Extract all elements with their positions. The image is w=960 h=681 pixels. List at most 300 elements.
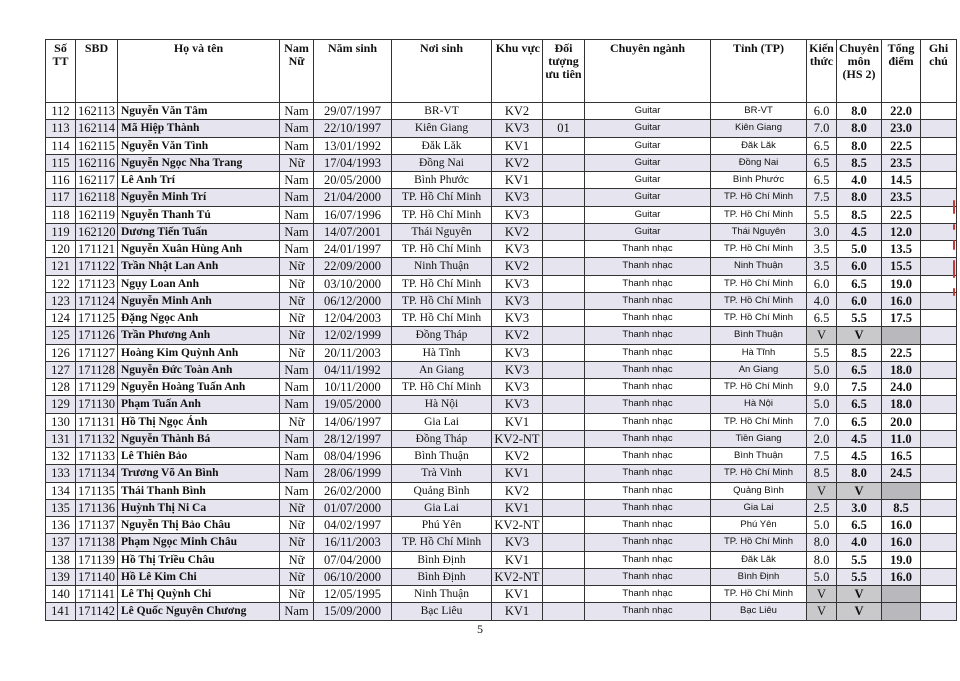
cell-total: 13.5 [882,241,921,258]
cell-priority [543,379,585,396]
cell-specialty: V [837,586,882,603]
cell-name: Lê Quốc Nguyên Chương [118,603,280,620]
header-total: Tổng điểm [882,40,921,103]
cell-priority [543,551,585,568]
cell-sbd: 171141 [76,586,118,603]
cell-sbd: 171123 [76,275,118,292]
table-row [46,534,957,551]
cell-name: Lê Anh Trí [118,172,280,189]
cell-stt: 122 [46,275,76,292]
cell-knowledge: 5.5 [807,344,837,361]
cell-knowledge: 5.0 [807,396,837,413]
cell-dob: 16/11/2003 [314,534,392,551]
cell-knowledge: V [807,327,837,344]
cell-sex: Nam [280,396,314,413]
cell-name: Lê Thiên Bảo [118,448,280,465]
cell-name: Hồ Thị Triều Châu [118,551,280,568]
cell-stt: 131 [46,430,76,447]
cell-major: Thanh nhạc [585,327,711,344]
cell-province: TP. Hồ Chí Minh [711,189,807,206]
cell-dob: 01/07/2000 [314,499,392,516]
cell-sbd: 171139 [76,551,118,568]
cell-sex: Nam [280,206,314,223]
cell-name: Dương Tiến Tuấn [118,223,280,240]
cell-note [921,551,957,568]
cell-dob: 03/10/2000 [314,275,392,292]
cell-specialty: 6.5 [837,396,882,413]
cell-total: 18.0 [882,396,921,413]
cell-province: Bình Thuận [711,448,807,465]
cell-total: 16.0 [882,292,921,309]
cell-province: Phú Yên [711,517,807,534]
cell-priority: 01 [543,120,585,137]
cell-knowledge: 6.5 [807,137,837,154]
cell-dob: 12/04/2003 [314,310,392,327]
cell-sex: Nam [280,241,314,258]
cell-sex: Nam [280,379,314,396]
cell-province: TP. Hồ Chí Minh [711,292,807,309]
cell-region: KV2 [492,154,543,171]
cell-dob: 16/07/1996 [314,206,392,223]
cell-specialty: 4.5 [837,448,882,465]
cell-province: TP. Hồ Chí Minh [711,310,807,327]
cell-knowledge: 8.0 [807,551,837,568]
cell-sex: Nam [280,430,314,447]
cell-specialty: 5.5 [837,310,882,327]
cell-sex: Nữ [280,586,314,603]
cell-dob: 13/01/1992 [314,137,392,154]
cell-birthplace: TP. Hồ Chí Minh [392,206,492,223]
cell-total: 8.5 [882,499,921,516]
cell-region: KV2-NT [492,430,543,447]
cell-birthplace: Gia Lai [392,413,492,430]
cell-sex: Nam [280,103,314,120]
cell-province: BR-VT [711,103,807,120]
cell-knowledge: 5.5 [807,206,837,223]
header-note: Ghi chú [921,40,957,103]
cell-dob: 22/09/2000 [314,258,392,275]
cell-specialty: 6.5 [837,275,882,292]
cell-knowledge: 3.5 [807,241,837,258]
cell-stt: 134 [46,482,76,499]
cell-total: 23.5 [882,154,921,171]
cell-sbd: 171128 [76,361,118,378]
cell-region: KV1 [492,172,543,189]
cell-sex: Nam [280,465,314,482]
cell-total [882,603,921,620]
cell-sbd: 171124 [76,292,118,309]
cell-birthplace: TP. Hồ Chí Minh [392,292,492,309]
cell-priority [543,172,585,189]
cell-birthplace: Đăk Lăk [392,137,492,154]
cell-region: KV2-NT [492,568,543,585]
cell-priority [543,448,585,465]
cell-name: Nguyễn Minh Anh [118,292,280,309]
cell-stt: 116 [46,172,76,189]
cell-knowledge: 6.5 [807,310,837,327]
cell-sbd: 162115 [76,137,118,154]
cell-knowledge: 6.0 [807,103,837,120]
cell-birthplace: TP. Hồ Chí Minh [392,379,492,396]
cell-priority [543,223,585,240]
cell-region: KV2-NT [492,517,543,534]
cell-province: Bình Thuận [711,327,807,344]
cell-sbd: 171135 [76,482,118,499]
cell-name: Đặng Ngọc Anh [118,310,280,327]
cell-sex: Nam [280,223,314,240]
cell-stt: 119 [46,223,76,240]
cell-name: Lê Thị Quỳnh Chi [118,586,280,603]
cell-stt: 137 [46,534,76,551]
cell-note [921,361,957,378]
cell-priority [543,534,585,551]
cell-province: Quảng Bình [711,482,807,499]
cell-province: Bình Phước [711,172,807,189]
cell-region: KV3 [492,275,543,292]
cell-dob: 08/04/1996 [314,448,392,465]
cell-province: Thái Nguyên [711,223,807,240]
cell-dob: 28/12/1997 [314,430,392,447]
cell-stt: 124 [46,310,76,327]
cell-stt: 138 [46,551,76,568]
cell-total: 15.5 [882,258,921,275]
cell-major: Thanh nhạc [585,258,711,275]
cell-name: Trần Phương Anh [118,327,280,344]
cell-total [882,327,921,344]
cell-name: Hoàng Kim Quỳnh Anh [118,344,280,361]
cell-major: Thanh nhạc [585,413,711,430]
cell-province: Bạc Liêu [711,603,807,620]
cell-dob: 29/07/1997 [314,103,392,120]
cell-knowledge: 6.0 [807,275,837,292]
cell-sbd: 162118 [76,189,118,206]
cell-total [882,586,921,603]
cell-name: Nguyễn Văn Tâm [118,103,280,120]
cell-sbd: 162114 [76,120,118,137]
cell-sbd: 171132 [76,430,118,447]
cell-region: KV3 [492,534,543,551]
cell-province: Đồng Nai [711,154,807,171]
cell-dob: 17/04/1993 [314,154,392,171]
cell-birthplace: Đồng Tháp [392,327,492,344]
table-row [46,120,957,137]
cell-knowledge: 2.5 [807,499,837,516]
cell-specialty: 6.0 [837,258,882,275]
cell-region: KV3 [492,379,543,396]
cell-birthplace: Đồng Tháp [392,430,492,447]
table-header [46,40,957,103]
cell-major: Thanh nhạc [585,603,711,620]
cell-dob: 10/11/2000 [314,379,392,396]
cell-region: KV2 [492,103,543,120]
cell-stt: 112 [46,103,76,120]
cell-priority [543,103,585,120]
cell-total: 16.0 [882,568,921,585]
cell-specialty: 5.0 [837,241,882,258]
cell-major: Thanh nhạc [585,482,711,499]
cell-knowledge: 3.0 [807,223,837,240]
cell-dob: 06/10/2000 [314,568,392,585]
cell-sex: Nữ [280,154,314,171]
cell-priority [543,430,585,447]
cell-dob: 06/12/2000 [314,292,392,309]
header-region: Khu vực [492,40,543,103]
cell-province: Gia Lai [711,499,807,516]
cell-province: TP. Hồ Chí Minh [711,586,807,603]
cell-dob: 07/04/2000 [314,551,392,568]
cell-region: KV2 [492,223,543,240]
cell-note [921,586,957,603]
table-row [46,275,957,292]
cell-major: Thanh nhạc [585,517,711,534]
header-specialty: Chuyên môn (HS 2) [837,40,882,103]
cell-sbd: 162120 [76,223,118,240]
cell-province: Bình Định [711,568,807,585]
cell-priority [543,206,585,223]
cell-birthplace: Gia Lai [392,499,492,516]
cell-birthplace: BR-VT [392,103,492,120]
cell-name: Nguyễn Ngọc Nha Trang [118,154,280,171]
cell-region: KV1 [492,586,543,603]
cell-stt: 128 [46,379,76,396]
cell-name: Hồ Lê Kim Chi [118,568,280,585]
cell-sbd: 171121 [76,241,118,258]
cell-sex: Nữ [280,258,314,275]
cell-name: Nguyễn Thị Bảo Châu [118,517,280,534]
cell-major: Thanh nhạc [585,448,711,465]
cell-knowledge: 9.0 [807,379,837,396]
cell-stt: 133 [46,465,76,482]
cell-total: 16.0 [882,517,921,534]
table-row [46,379,957,396]
cell-note [921,465,957,482]
cell-birthplace: Bình Phước [392,172,492,189]
cell-note [921,603,957,620]
cell-total [882,482,921,499]
cell-sex: Nữ [280,534,314,551]
cell-sbd: 171130 [76,396,118,413]
cell-name: Nguyễn Xuân Hùng Anh [118,241,280,258]
cell-region: KV2 [492,258,543,275]
cell-priority [543,499,585,516]
cell-province: Kiên Giang [711,120,807,137]
cell-total: 20.0 [882,413,921,430]
cell-sbd: 171131 [76,413,118,430]
cell-specialty: 8.0 [837,189,882,206]
cell-sbd: 171138 [76,534,118,551]
cell-birthplace: TP. Hồ Chí Minh [392,241,492,258]
cell-priority [543,586,585,603]
cell-name: Thái Thanh Bình [118,482,280,499]
cell-specialty: 6.0 [837,292,882,309]
cell-dob: 20/11/2003 [314,344,392,361]
cell-knowledge: V [807,482,837,499]
cell-total: 22.0 [882,103,921,120]
cell-knowledge: V [807,586,837,603]
cell-province: TP. Hồ Chí Minh [711,206,807,223]
cell-priority [543,137,585,154]
cell-stt: 123 [46,292,76,309]
table-row [46,292,957,309]
cell-province: TP. Hồ Chí Minh [711,241,807,258]
cell-specialty: 8.5 [837,154,882,171]
cell-note [921,379,957,396]
cell-province: Tiền Giang [711,430,807,447]
cell-priority [543,241,585,258]
cell-knowledge: 7.5 [807,448,837,465]
header-province: Tỉnh (TP) [711,40,807,103]
cell-knowledge: 8.0 [807,534,837,551]
cell-region: KV1 [492,603,543,620]
cell-knowledge: 6.5 [807,172,837,189]
table-row [46,206,957,223]
cell-name: Trương Võ An Bình [118,465,280,482]
cell-region: KV2 [492,327,543,344]
cell-name: Huỳnh Thị Ni Ca [118,499,280,516]
cell-note [921,120,957,137]
header-dob: Năm sinh [314,40,392,103]
cell-note [921,499,957,516]
cell-priority [543,258,585,275]
cell-note [921,448,957,465]
cell-stt: 130 [46,413,76,430]
cell-dob: 14/06/1997 [314,413,392,430]
cell-sbd: 162117 [76,172,118,189]
cell-note [921,482,957,499]
cell-stt: 117 [46,189,76,206]
cell-name: Nguyễn Thành Bá [118,430,280,447]
cell-specialty: 6.5 [837,413,882,430]
cell-knowledge: 7.0 [807,413,837,430]
cell-sbd: 171126 [76,327,118,344]
cell-priority [543,361,585,378]
cell-sbd: 162119 [76,206,118,223]
cell-major: Guitar [585,137,711,154]
cell-priority [543,568,585,585]
cell-stt: 136 [46,517,76,534]
page-number: 5 [477,622,483,636]
cell-stt: 126 [46,344,76,361]
table-row [46,603,957,620]
cell-region: KV1 [492,465,543,482]
cell-major: Guitar [585,172,711,189]
cell-knowledge: 5.0 [807,361,837,378]
cell-birthplace: Hà Tĩnh [392,344,492,361]
cell-sbd: 171136 [76,499,118,516]
cell-total: 18.0 [882,361,921,378]
cell-note [921,344,957,361]
cell-dob: 20/05/2000 [314,172,392,189]
table-body [46,103,957,621]
cell-region: KV2 [492,482,543,499]
cell-knowledge: 8.5 [807,465,837,482]
results-table [45,39,957,621]
table-row [46,103,957,120]
cell-specialty: V [837,603,882,620]
cell-stt: 132 [46,448,76,465]
cell-stt: 139 [46,568,76,585]
cell-sbd: 171140 [76,568,118,585]
cell-region: KV3 [492,310,543,327]
cell-region: KV3 [492,206,543,223]
cell-stt: 140 [46,586,76,603]
header-priority: Đối tượng ưu tiên [543,40,585,103]
cell-priority [543,292,585,309]
table-row [46,568,957,585]
cell-dob: 04/11/1992 [314,361,392,378]
cell-name: Ngụy Loan Anh [118,275,280,292]
table-row [46,223,957,240]
cell-name: Nguyễn Văn Tình [118,137,280,154]
cell-dob: 04/02/1997 [314,517,392,534]
cell-region: KV1 [492,137,543,154]
cell-priority [543,413,585,430]
cell-sbd: 171142 [76,603,118,620]
cell-major: Guitar [585,206,711,223]
cell-specialty: 8.5 [837,344,882,361]
cell-province: TP. Hồ Chí Minh [711,465,807,482]
table-row [46,482,957,499]
cell-dob: 21/04/2000 [314,189,392,206]
cell-specialty: 4.0 [837,172,882,189]
cell-region: KV3 [492,344,543,361]
cell-stt: 125 [46,327,76,344]
cell-specialty: V [837,482,882,499]
cell-total: 22.5 [882,344,921,361]
table-row [46,172,957,189]
cell-region: KV3 [492,292,543,309]
cell-priority [543,603,585,620]
cell-knowledge: 6.5 [807,154,837,171]
table-row [46,327,957,344]
cell-dob: 28/06/1999 [314,465,392,482]
table-row [46,241,957,258]
cell-sex: Nữ [280,551,314,568]
cell-sex: Nữ [280,568,314,585]
cell-stt: 121 [46,258,76,275]
cell-priority [543,327,585,344]
header-knowledge: Kiến thức [807,40,837,103]
cell-birthplace: Bình Định [392,551,492,568]
cell-specialty: 8.0 [837,103,882,120]
cell-province: Hà Nội [711,396,807,413]
table-row [46,586,957,603]
cell-sbd: 171133 [76,448,118,465]
cell-province: Đăk Lăk [711,551,807,568]
cell-specialty: 3.0 [837,499,882,516]
table-row [46,551,957,568]
header-row [46,40,957,103]
cell-specialty: 4.5 [837,223,882,240]
cell-name: Hồ Thị Ngọc Ánh [118,413,280,430]
cell-major: Guitar [585,120,711,137]
header-major: Chuyên ngành [585,40,711,103]
cell-birthplace: Kiên Giang [392,120,492,137]
cell-specialty: 6.5 [837,517,882,534]
cell-specialty: 6.5 [837,361,882,378]
table-row [46,258,957,275]
cell-birthplace: Đồng Nai [392,154,492,171]
cell-stt: 120 [46,241,76,258]
cell-region: KV3 [492,396,543,413]
cell-dob: 19/05/2000 [314,396,392,413]
edge-stamp-mark [951,200,957,320]
cell-province: Ninh Thuận [711,258,807,275]
cell-birthplace: Quảng Bình [392,482,492,499]
cell-province: Đăk Lăk [711,137,807,154]
cell-priority [543,465,585,482]
cell-note [921,534,957,551]
